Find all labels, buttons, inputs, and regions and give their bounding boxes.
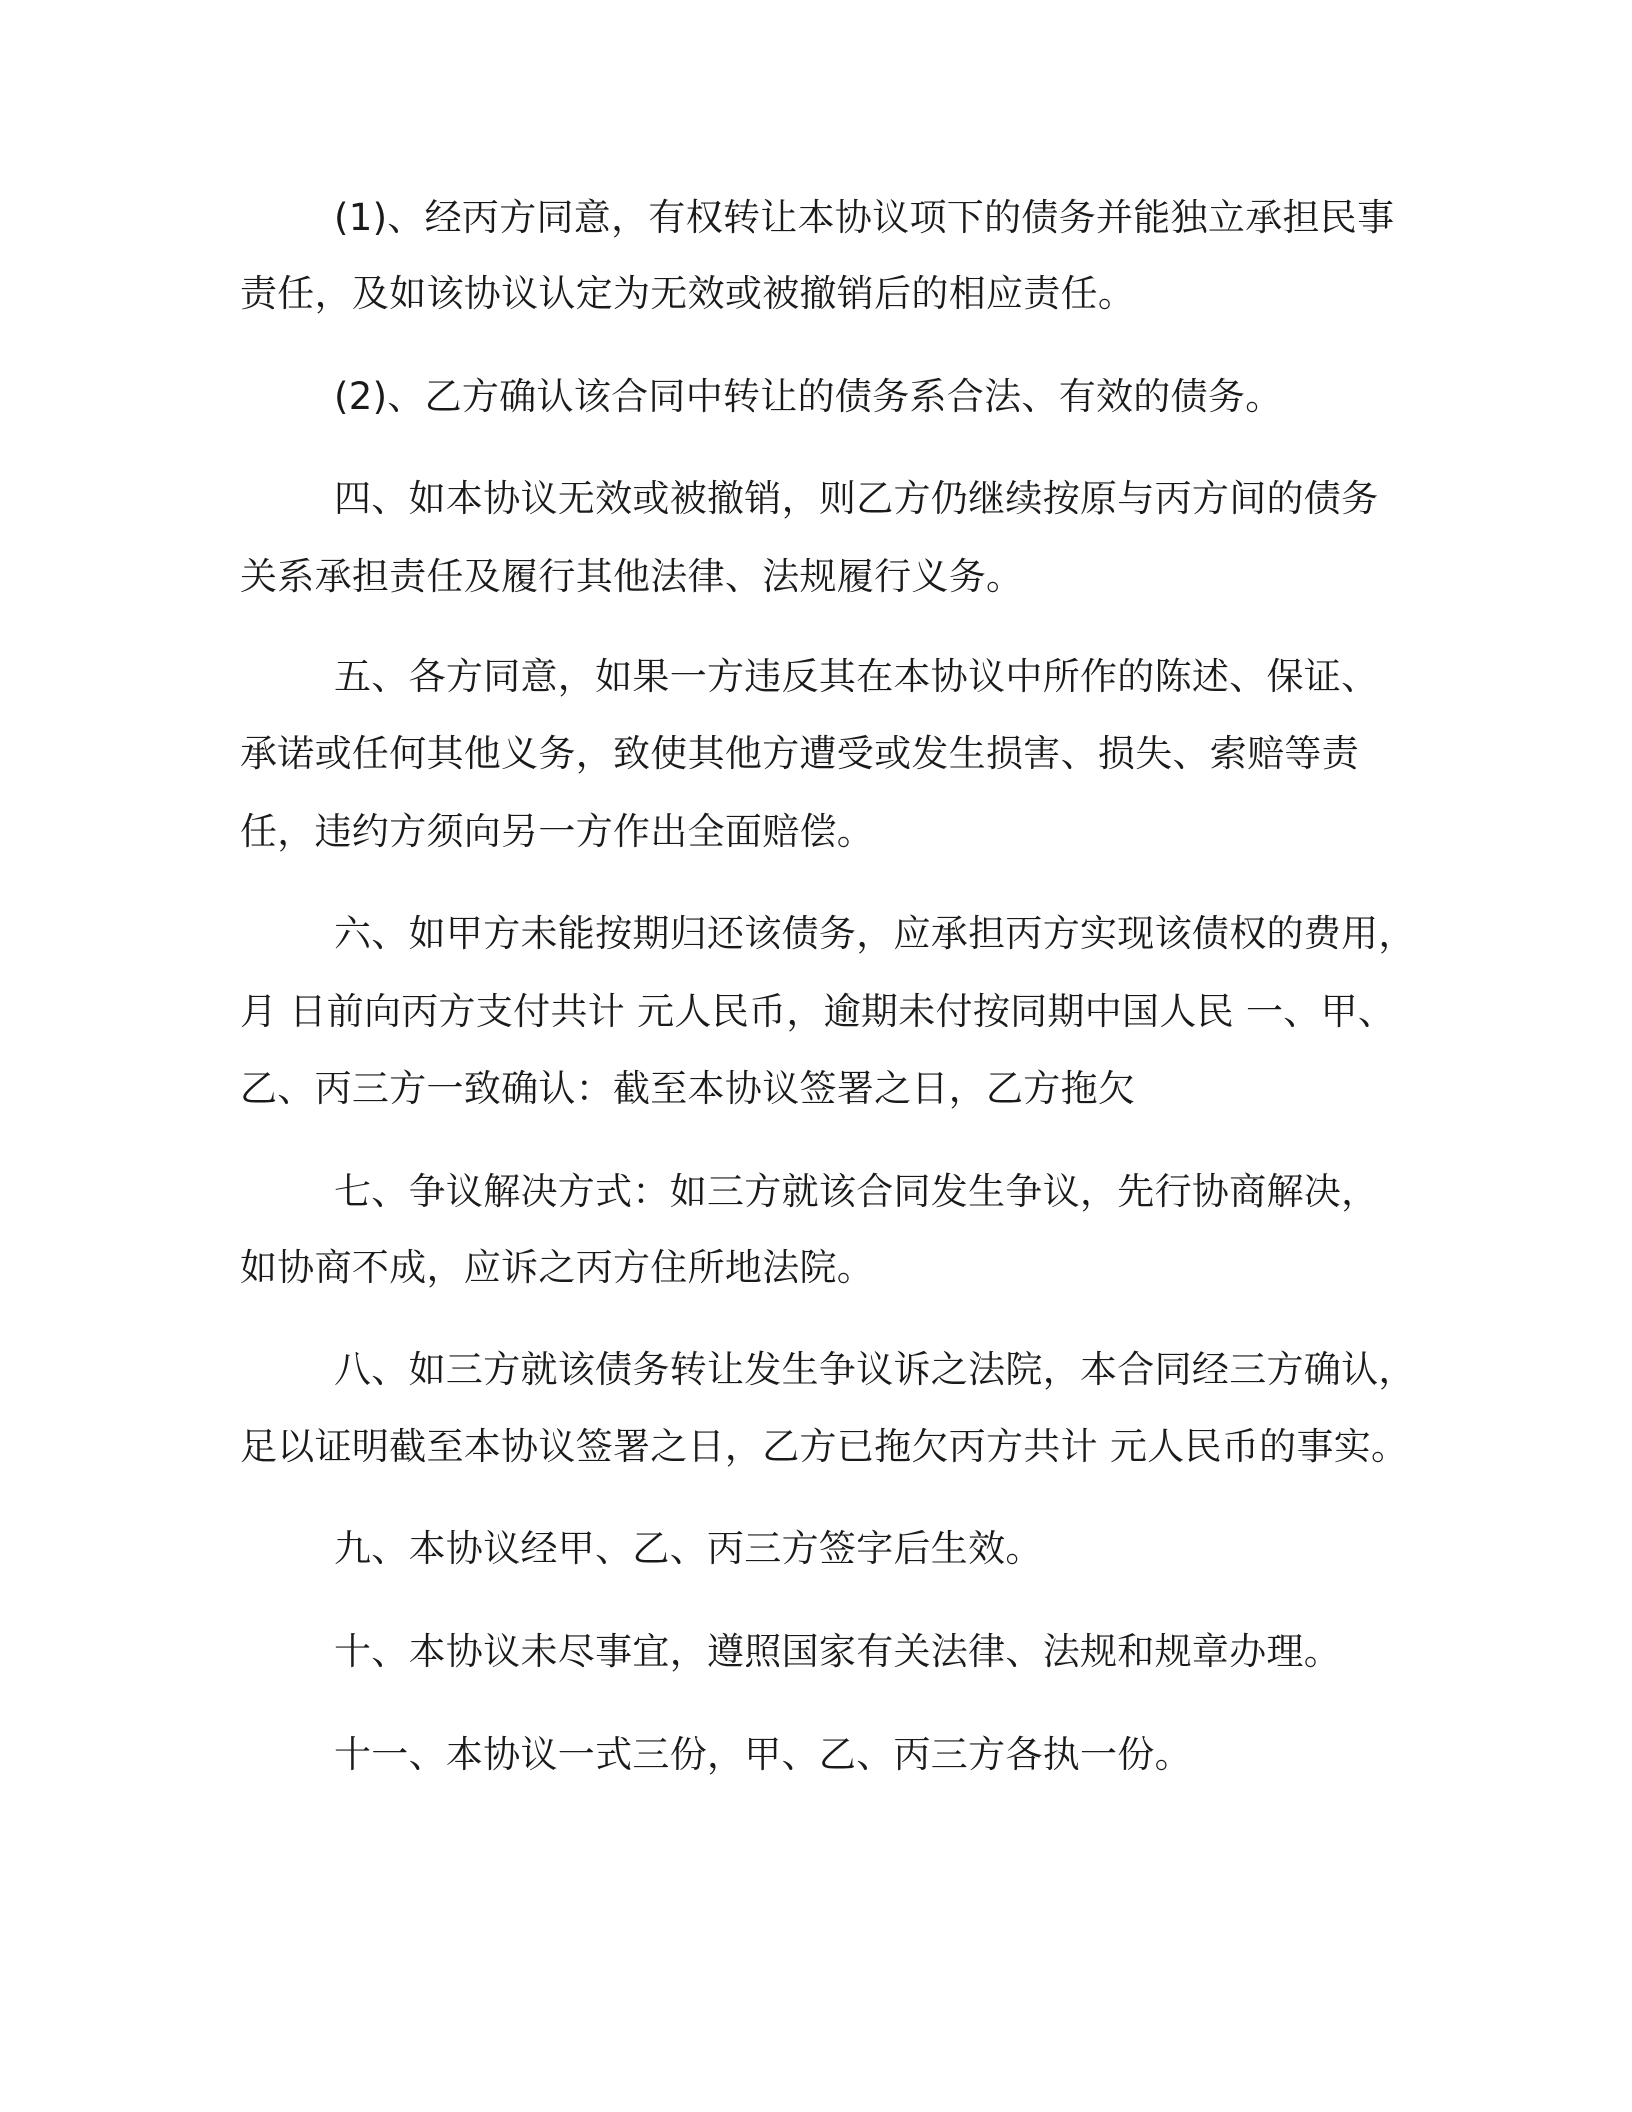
clause-5-line-1: 五、各方同意，如果一方违反其在本协议中所作的陈述、保证、 <box>334 655 1379 698</box>
clause-5-line-2: 承诺或任何其他义务，致使其他方遭受或发生损害、损失、索赔等责 <box>240 732 1359 775</box>
clause-4-line-2: 关系承担责任及履行其他法律、法规履行义务。 <box>240 555 1024 598</box>
clause-5-line-3: 任，违约方须向另一方作出全面赔偿。 <box>240 810 875 853</box>
clause-6-line-3: 乙、丙三方一致确认：截至本协议签署之日，乙方拖欠 <box>240 1067 1136 1110</box>
clause-11-line-1: 十一、本协议一式三份，甲、乙、丙三方各执一份。 <box>334 1733 1192 1776</box>
clause-6-line-1: 六、如甲方未能按期归还该债务，应承担丙方实现该债权的费用， <box>334 912 1416 955</box>
clause-7-line-2: 如协商不成，应诉之丙方住所地法院。 <box>240 1246 875 1289</box>
clause-4-line-1: 四、如本协议无效或被撤销，则乙方仍继续按原与丙方间的债务 <box>334 477 1379 520</box>
clause-10-line-1: 十、本协议未尽事宜，遵照国家有关法律、法规和规章办理。 <box>334 1630 1342 1673</box>
clause-3-1-line-1: (1)、经丙方同意，有权转让本协议项下的债务并能独立承担民事 <box>334 196 1395 239</box>
clause-3-1-line-2: 责任，及如该协议认定为无效或被撤销后的相应责任。 <box>240 272 1136 315</box>
clause-6-line-2: 月 日前向丙方支付共计 元人民币，逾期未付按同期中国人民 一、甲、 <box>240 990 1396 1033</box>
clause-9-line-1: 九、本协议经甲、乙、丙三方签字后生效。 <box>334 1527 1043 1570</box>
clause-3-2-line-1: (2)、乙方确认该合同中转让的债务系合法、有效的债务。 <box>334 375 1283 418</box>
clause-8-line-1: 八、如三方就该债务转让发生争议诉之法院，本合同经三方确认， <box>334 1348 1416 1391</box>
clause-7-line-1: 七、争议解决方式：如三方就该合同发生争议，先行协商解决， <box>334 1170 1379 1213</box>
clause-8-line-2: 足以证明截至本协议签署之日，乙方已拖欠丙方共计 元人民币的事实。 <box>240 1425 1409 1468</box>
